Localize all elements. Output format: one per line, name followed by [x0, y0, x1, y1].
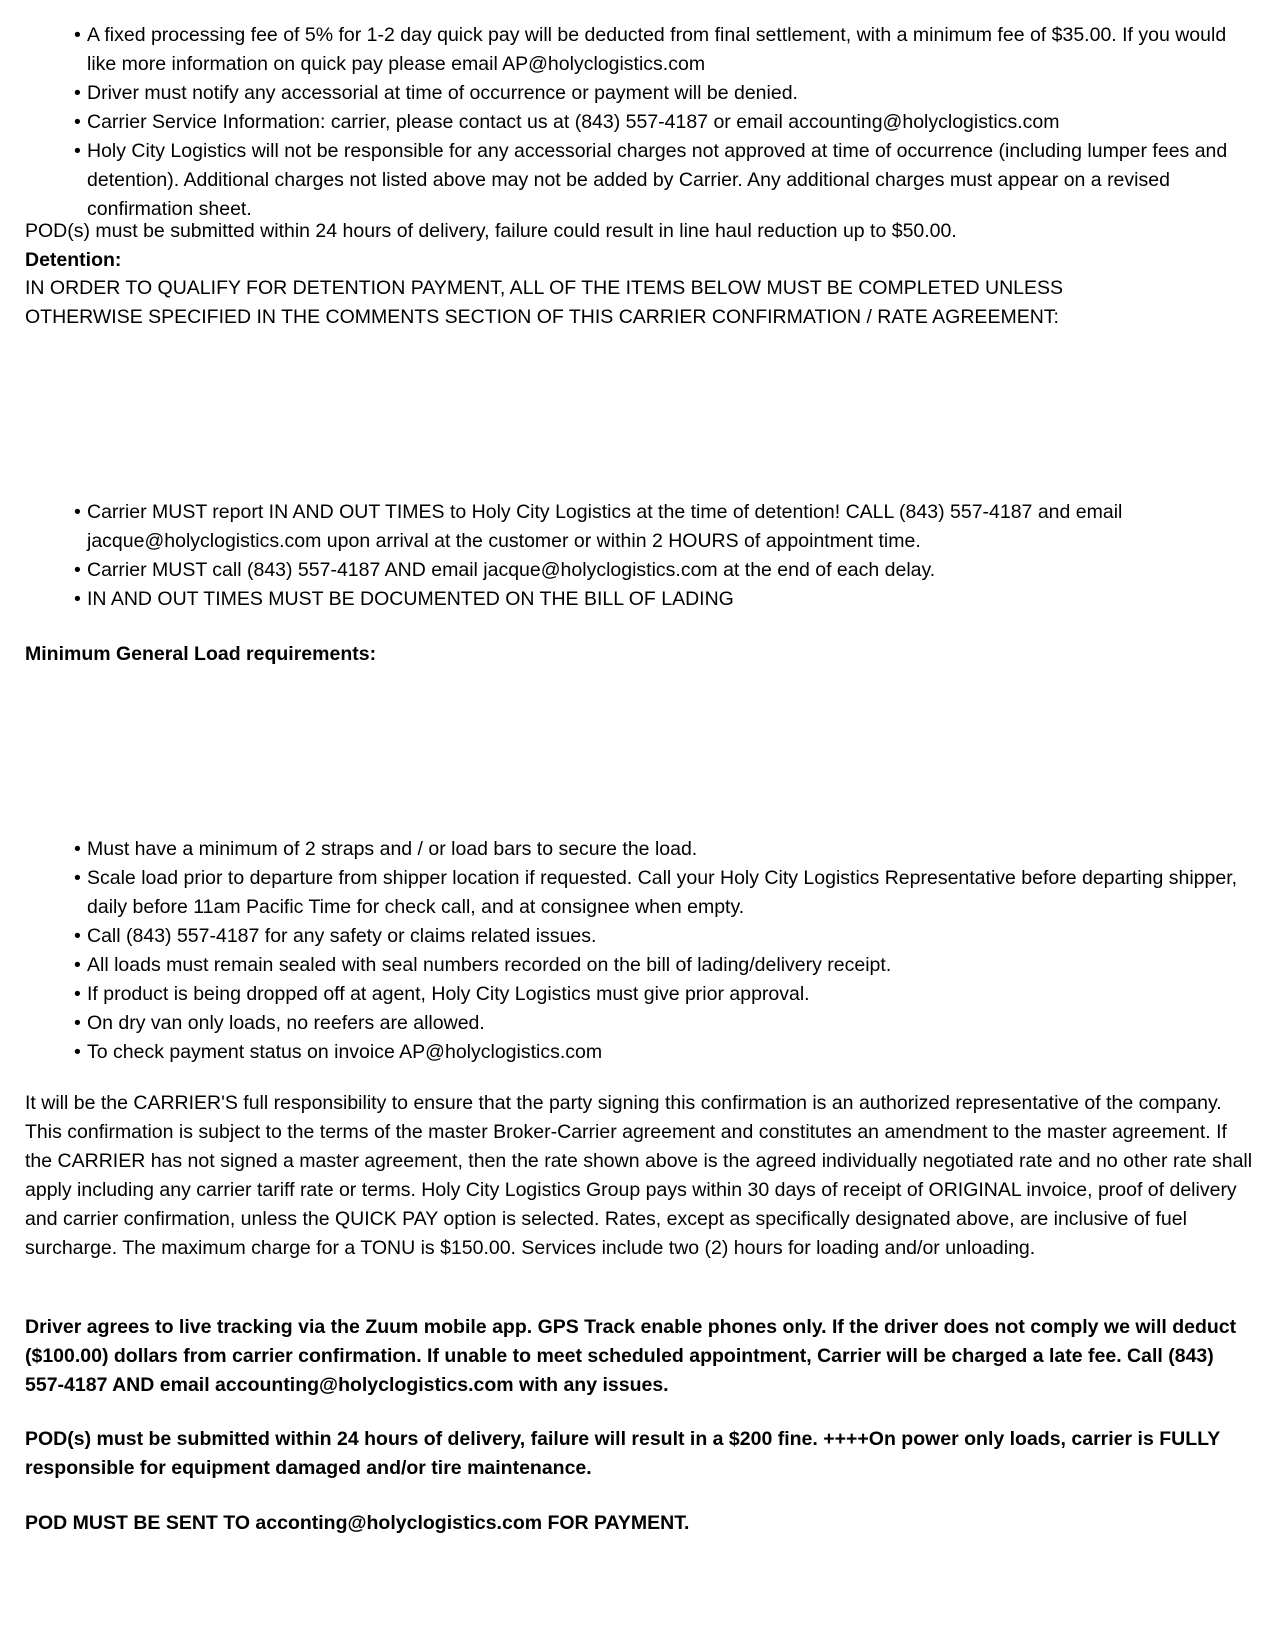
- min-load-requirements-list: [70, 835, 1250, 1067]
- detention-requirements-list: [70, 498, 1250, 614]
- detention-intro: IN ORDER TO QUALIFY FOR DETENTION PAYMENT, ALL OF THE ITEMS BELOW MUST BE COMPLETED UNLESS OTHERWISE SPECIFIED IN THE COMMENTS SECTION OF THIS CARRIER CONFIRMATION / RATE AGREEMENT:: [25, 277, 1064, 328]
- list-item: • Holy City Logistics will not be responsible for any accessorial charges not approved at time of occurrence (including lumper fees and detention). Additional charges not listed above may not be added by Carrier. Any additional charges must appear on a revised confirmation sheet.: [70, 137, 1250, 224]
- list-item: • Carrier MUST call (843) 557-4187 AND email jacque@holyclogistics.com at the end of each delay.: [70, 556, 1250, 585]
- list-item: • Carrier MUST report IN AND OUT TIMES to Holy City Logistics at the time of detention! CALL (843) 557-4187 and email jacque@holyclogistics.com upon arrival at the customer or within 2 HOURS of appointment time.: [70, 498, 1250, 556]
- pod-notice: POD(s) must be submitted within 24 hours of delivery, failure could result in line haul reduction up to $50.00.: [25, 220, 957, 242]
- pod-fine-notice: POD(s) must be submitted within 24 hours of delivery, failure will result in a $200 fine. ++++On power only loads, carrier is FULLY responsible for equipment damaged and/or tire maintenance.: [25, 1428, 1220, 1479]
- list-item: • All loads must remain sealed with seal numbers recorded on the bill of lading/delivery receipt.: [70, 951, 1250, 980]
- list-item: • Carrier Service Information: carrier, please contact us at (843) 557-4187 or email accounting@holyclogistics.com: [70, 108, 1250, 137]
- list-item: • Call (843) 557-4187 for any safety or claims related issues.: [70, 922, 1250, 951]
- list-item: • A fixed processing fee of 5% for 1-2 day quick pay will be deducted from final settlement, with a minimum fee of $35.00. If you would like more information on quick pay please email AP@holyclogistics.com: [70, 21, 1250, 79]
- detention-heading: Detention:: [25, 249, 122, 271]
- list-item: • To check payment status on invoice AP@holyclogistics.com: [70, 1038, 1250, 1067]
- list-item: • Scale load prior to departure from shipper location if requested. Call your Holy City Logistics Representative before departing shipper, daily before 11am Pacific Time for check call, and at consignee when empty.: [70, 864, 1250, 922]
- list-item: • Must have a minimum of 2 straps and / or load bars to secure the load.: [70, 835, 1250, 864]
- list-item: • IN AND OUT TIMES MUST BE DOCUMENTED ON THE BILL OF LADING: [70, 585, 1250, 614]
- pod-payment-notice: POD MUST BE SENT TO acconting@holyclogistics.com FOR PAYMENT.: [25, 1512, 690, 1534]
- list-item: • On dry van only loads, no reefers are allowed.: [70, 1009, 1250, 1038]
- min-load-heading: Minimum General Load requirements:: [25, 643, 377, 665]
- payment-terms-list: [70, 21, 1250, 224]
- tracking-notice: Driver agrees to live tracking via the Zuum mobile app. GPS Track enable phones only. If the driver does not comply we will deduct ($100.00) dollars from carrier confirmation. If unable to meet scheduled appointment, Carrier will be charged a late fee. Call (843) 557-4187 AND email accounting@holyclogistics.com with any issues.: [25, 1316, 1237, 1396]
- list-item: • Driver must notify any accessorial at time of occurrence or payment will be denied.: [70, 79, 1250, 108]
- list-item: • If product is being dropped off at agent, Holy City Logistics must give prior approval.: [70, 980, 1250, 1009]
- carrier-responsibility-paragraph: It will be the CARRIER'S full responsibility to ensure that the party signing this confirmation is an authorized representative of the company. This confirmation is subject to the terms of the master Broker-Carrier agreement and constitutes an amendment to the master agreement. If the CARRIER has not signed a master agreement, then the rate shown above is the agreed individually negotiated rate and no other rate shall apply including any carrier tariff rate or terms. Holy City Logistics Group pays within 30 days of receipt of ORIGINAL invoice, proof of delivery and carrier confirmation, unless the QUICK PAY option is selected. Rates, except as specifically designated above, are inclusive of fuel surcharge. The maximum charge for a TONU is $150.00. Services include two (2) hours for loading and/or unloading.: [25, 1092, 1253, 1259]
